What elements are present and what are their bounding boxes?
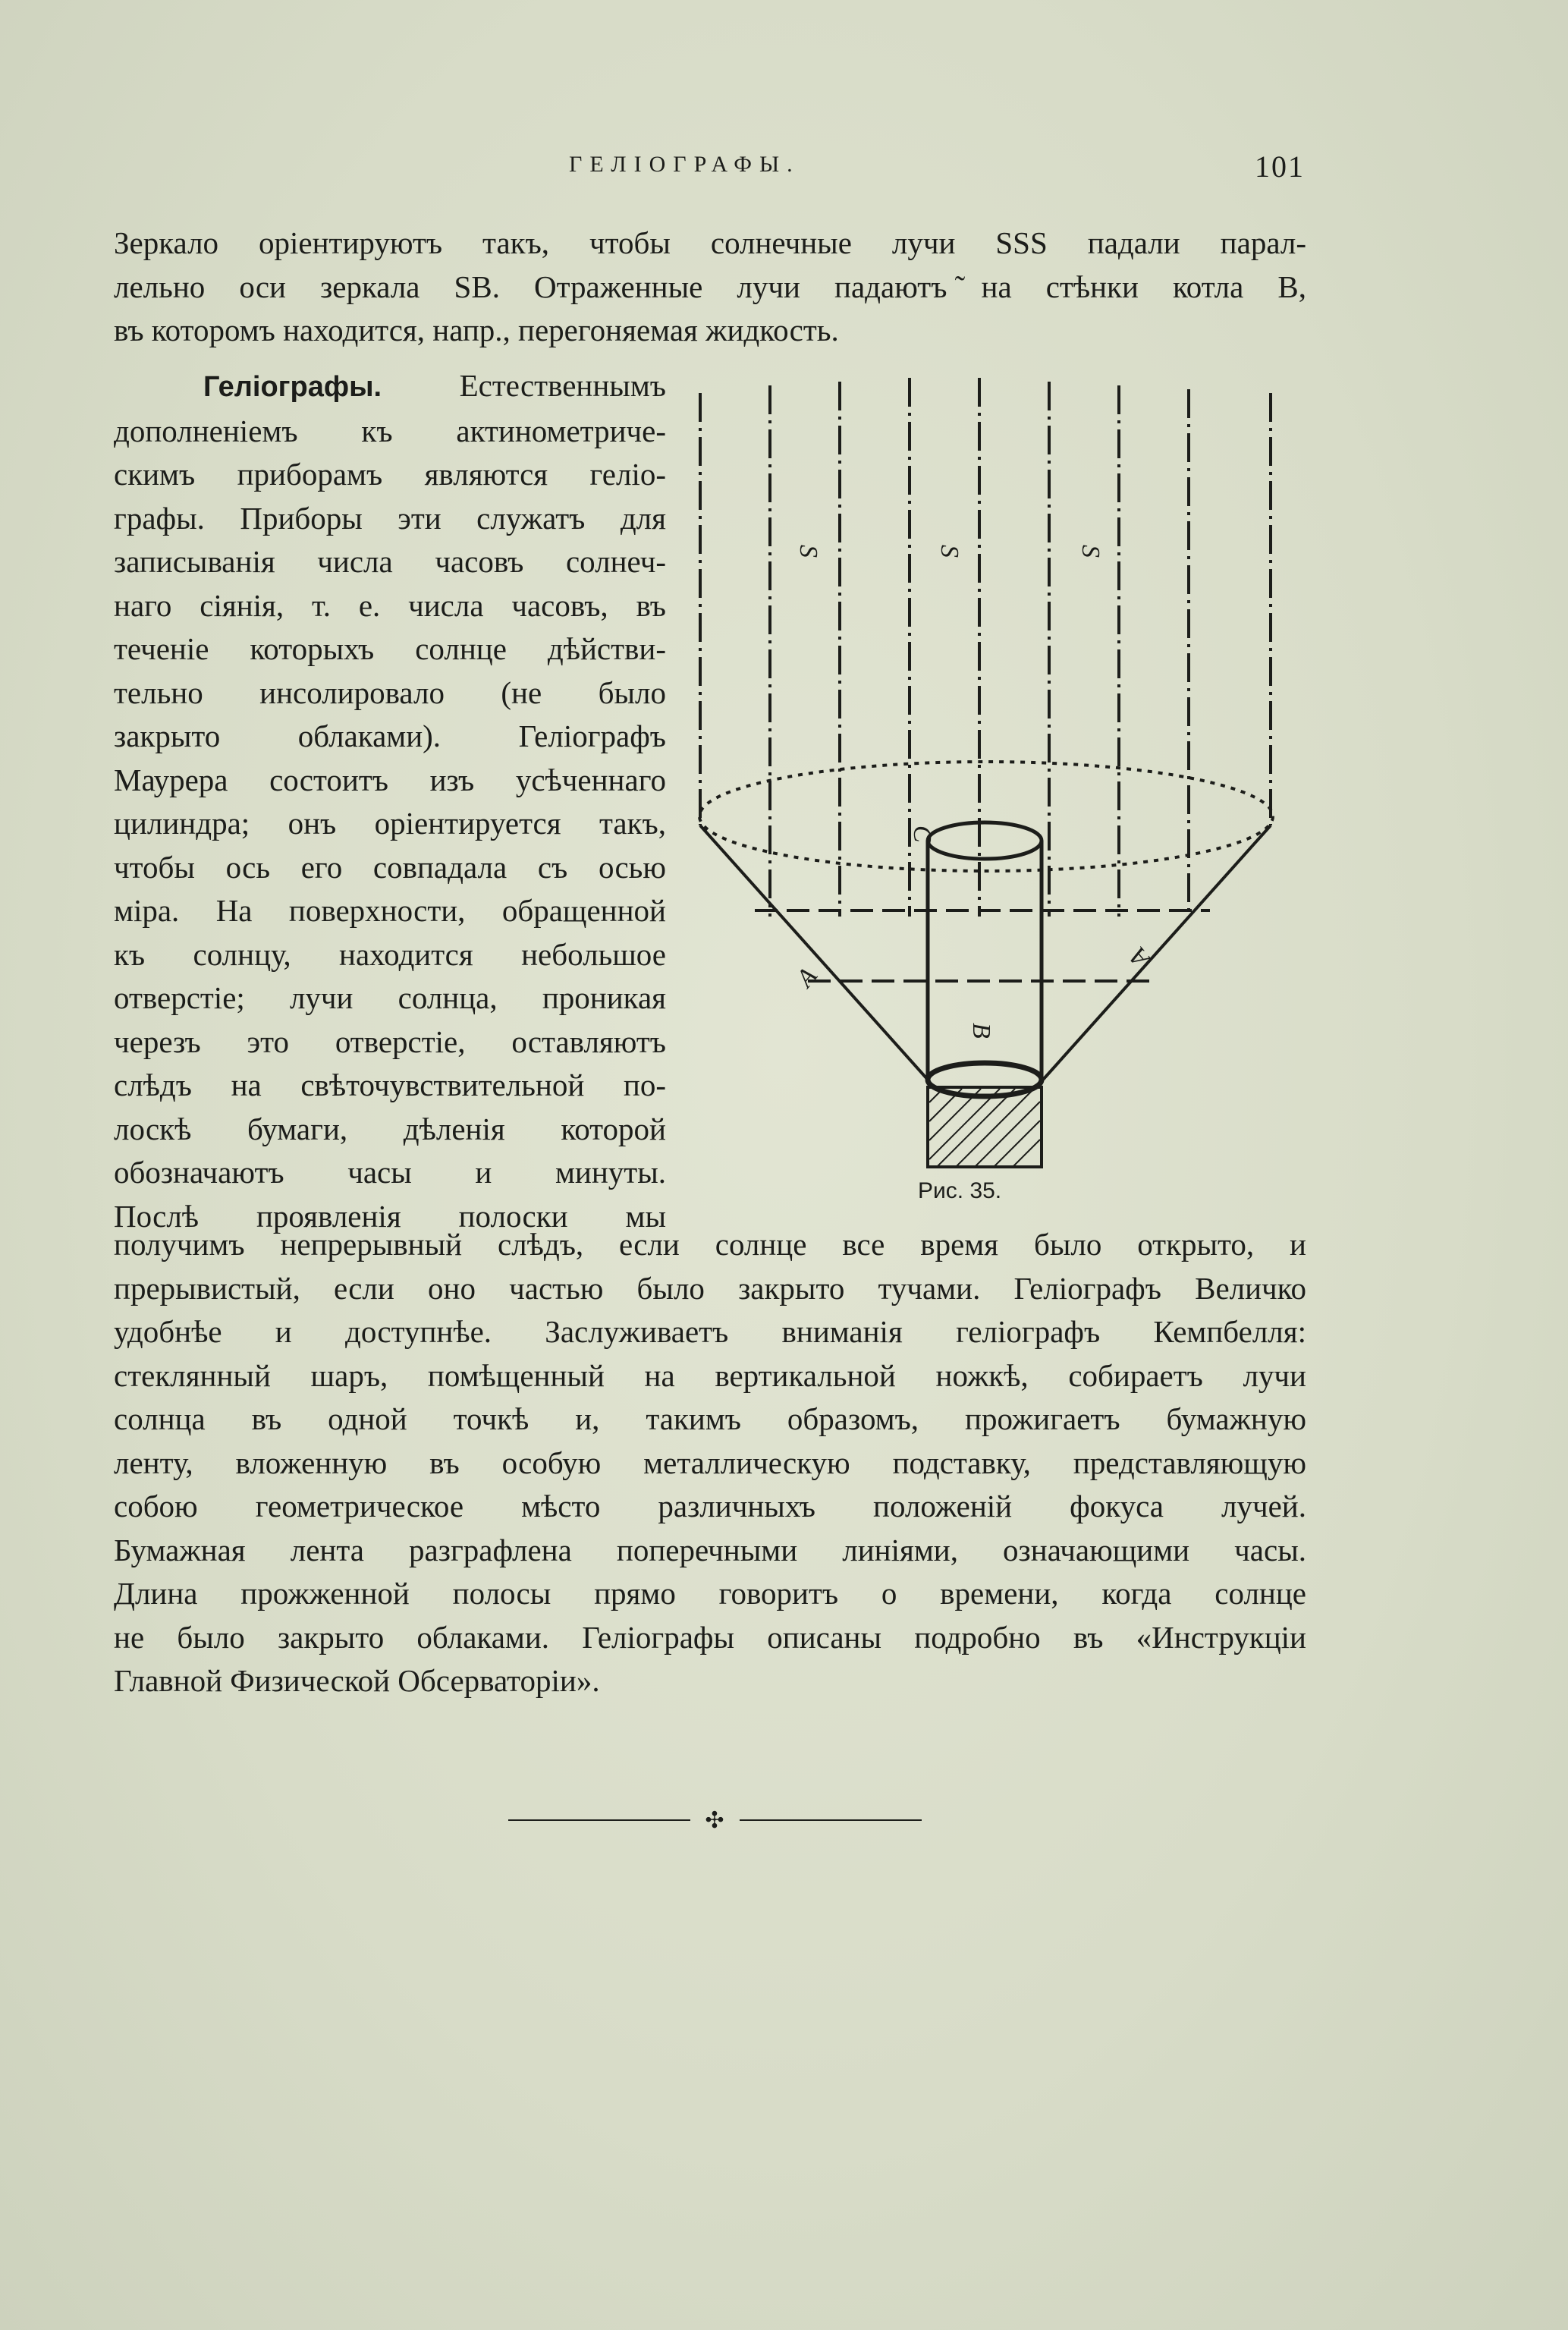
text-line: записыванія числа часовъ солнеч- [114,544,666,579]
text-line: теченіе которыхъ солнце дѣйстви- [114,631,666,666]
section-heading: Геліографы. [203,371,382,403]
boiler-cylinder [928,822,1042,1096]
cone-side-right [1043,825,1271,1080]
cone-side-left [700,825,928,1080]
figure-caption: Рис. 35. [918,1178,1002,1203]
text-line: дополненіемъ къ актинометриче- [114,413,666,448]
label-a-left: A [790,962,823,993]
text-line: прерывистый, если оно частью было закрыто тучами. Геліографъ Величко [114,1270,1306,1306]
text-line: наго сіянія, т. е. числа часовъ, въ [114,587,666,623]
continuation-paragraph [114,1223,1306,1703]
label-s: S [794,545,822,558]
running-head [114,149,1305,190]
text-line: скимъ приборамъ являются гелiо- [114,457,666,492]
text-line: Длина прожженной полосы прямо говоритъ о времени, когда солнце [114,1576,1306,1611]
text-line: Маурера состоитъ изъ усѣченнаго [114,762,666,797]
text-line: получимъ непрерывный слѣдъ, если солнце все время было открыто, и [114,1227,1306,1262]
text-line: міра. На поверхности, обращенной [114,893,666,928]
text-line: ленту, вложенную въ особую металлическую подставку, представляющую [114,1445,1306,1480]
text-line: стеклянный шаръ, помѣщенный на вертикальной ножкѣ, собираетъ лучи [114,1357,1306,1393]
sun-rays [700,378,1271,917]
section-left-column [114,364,666,1238]
text-line: удобнѣе и доступнѣе. Заслуживаетъ вниманія геліографъ Кемпбелля: [114,1314,1306,1349]
end-ornament [508,1809,922,1832]
label-b: B [967,1023,995,1039]
text-line: слѣдъ на свѣточувствительной по- [114,1068,666,1102]
running-title: ГЕЛІОГРАФЫ. [569,152,800,177]
heliograph-figure [687,370,1286,1220]
text-line: къ солнцу, находится небольшое [114,936,666,972]
text-line: отверстіе; лучи солнца, проникая [114,980,666,1015]
ornament-glyph: ✣ [705,1809,724,1832]
text-line: собою геометрическое мѣсто различныхъ положеній фокуса лучей. [114,1489,1306,1523]
intro-paragraph [114,222,1306,353]
cone-rim [699,762,1273,871]
text-line: тельно инсолировало (не было [114,674,666,710]
label-s: S [935,545,963,558]
base-hatching [929,1089,1040,1167]
text-line: обозначаютъ часы и минуты. [114,1155,666,1190]
label-a-right: A [1123,942,1156,973]
text-line: Зеркало оріентируютъ такъ, чтобы солнечные лучи SSS падали парал- [114,225,1306,260]
text-line: Главной Физической Обсерваторіи». [114,1663,600,1698]
text-line: лельно оси зеркала SB. Отраженные лучи падаютъ ̃на стѣнки котла B, [114,269,1306,304]
text-line: чтобы ось его совпадала съ осью [114,849,666,885]
text-line: не было закрыто облаками. Геліографы описаны подробно въ «Инструкціи [114,1619,1306,1655]
page-number: 101 [1255,149,1305,184]
heliograph-diagram [687,370,1286,1220]
text-line: Послѣ проявленія полоски мы [114,1198,666,1234]
text-line: закрыто облаками). Геліографъ [114,718,666,753]
text-line: Естественнымъ [459,368,666,403]
text-line: графы. Приборы эти служатъ для [114,500,666,536]
section-first-line [114,364,666,410]
text-line: въ которомъ находится, напр., перегоняемая жидкость. [114,313,839,347]
text-line: лоскѣ бумаги, дѣленія которой [114,1111,666,1146]
label-s: S [1076,545,1105,558]
label-c: C [908,825,936,843]
text-line: солнца въ одной точкѣ и, такимъ образомъ, прожигаетъ бумажную [114,1401,1306,1436]
text-line: Бумажная лента разграфлена поперечными линіями, означающими часы. [114,1532,1306,1567]
text-line: черезъ это отверстіе, оставляютъ [114,1024,666,1059]
text-line: цилиндра; онъ оріентируется такъ, [114,806,666,841]
